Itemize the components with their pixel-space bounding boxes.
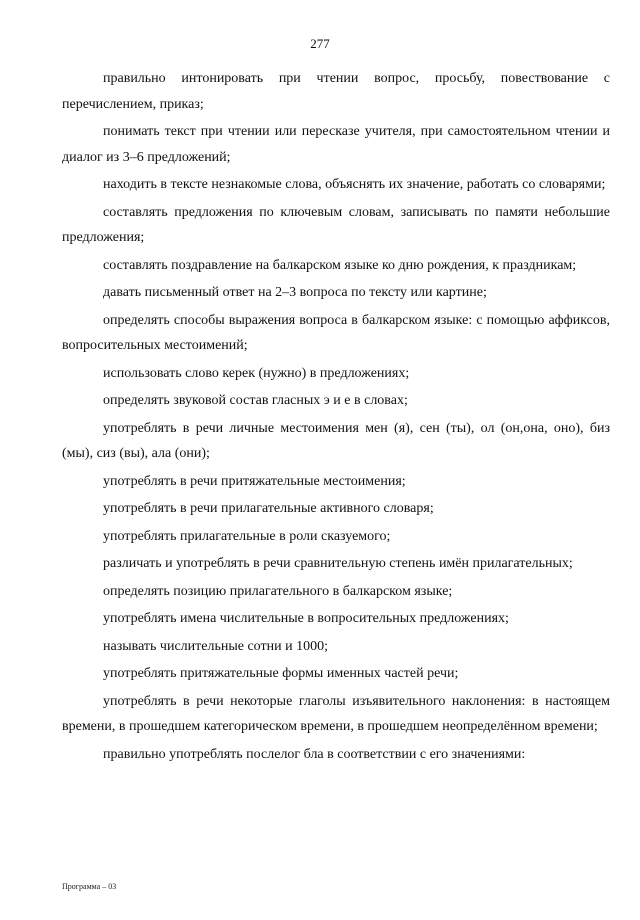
list-item: употреблять имена числительные в вопросительных предложениях; — [103, 611, 509, 626]
page-footer: Программа – 03 — [62, 882, 117, 891]
list-item: понимать текст при чтении или пересказе учителя, при самостоятельном чтении и диалог из 3–6 предложений; — [62, 124, 610, 165]
list-item: правильно интонировать при чтении вопрос, просьбу, повествование с перечислением, приказ; — [62, 71, 610, 112]
list-item: употреблять прилагательные в роли сказуемого; — [103, 528, 391, 544]
list-item: составлять предложения по ключевым словам, записывать по памяти небольшие предложения; — [62, 204, 610, 245]
document-body — [62, 66, 610, 769]
list-item: определять звуковой состав гласных э и е в словах; — [103, 393, 408, 408]
list-item: использовать слово керек (нужно) в предложениях; — [103, 365, 410, 381]
list-item: находить в тексте незнакомые слова, объяснять их значение, работать со словарями; — [103, 177, 606, 192]
list-item: употреблять в речи притяжательные местоимения; — [103, 473, 406, 489]
list-item: называть числительные сотни и 1000; — [103, 638, 328, 654]
list-item: различать и употреблять в речи сравнительную степень имён прилагательных; — [103, 556, 573, 571]
list-item: употреблять в речи прилагательные активного словаря; — [103, 501, 434, 516]
list-item: употреблять в речи личные местоимения мен (я), сен (ты), ол (он,она, оно), биз (мы), сиз (вы), ала (они); — [62, 420, 610, 461]
list-item: употреблять в речи некоторые глаголы изъявительного наклонения: в настоящем времени, в прошедшем категорическом времени, в прошедшем неопределённом времени; — [62, 693, 610, 734]
list-item: составлять поздравление на балкарском языке ко дню рождения, к праздникам; — [103, 257, 577, 273]
list-item: определять способы выражения вопроса в балкарском языке: с помощью аффиксов, вопросительных местоимений; — [62, 312, 610, 353]
list-item: давать письменный ответ на 2–3 вопроса по тексту или картине; — [103, 285, 487, 300]
list-item: правильно употреблять послелог бла в соответствии с его значениями: — [103, 746, 526, 762]
list-item: определять позицию прилагательного в балкарском языке; — [103, 583, 453, 599]
page-number: 277 — [310, 36, 330, 51]
list-item: употреблять притяжательные формы именных частей речи; — [103, 666, 459, 681]
